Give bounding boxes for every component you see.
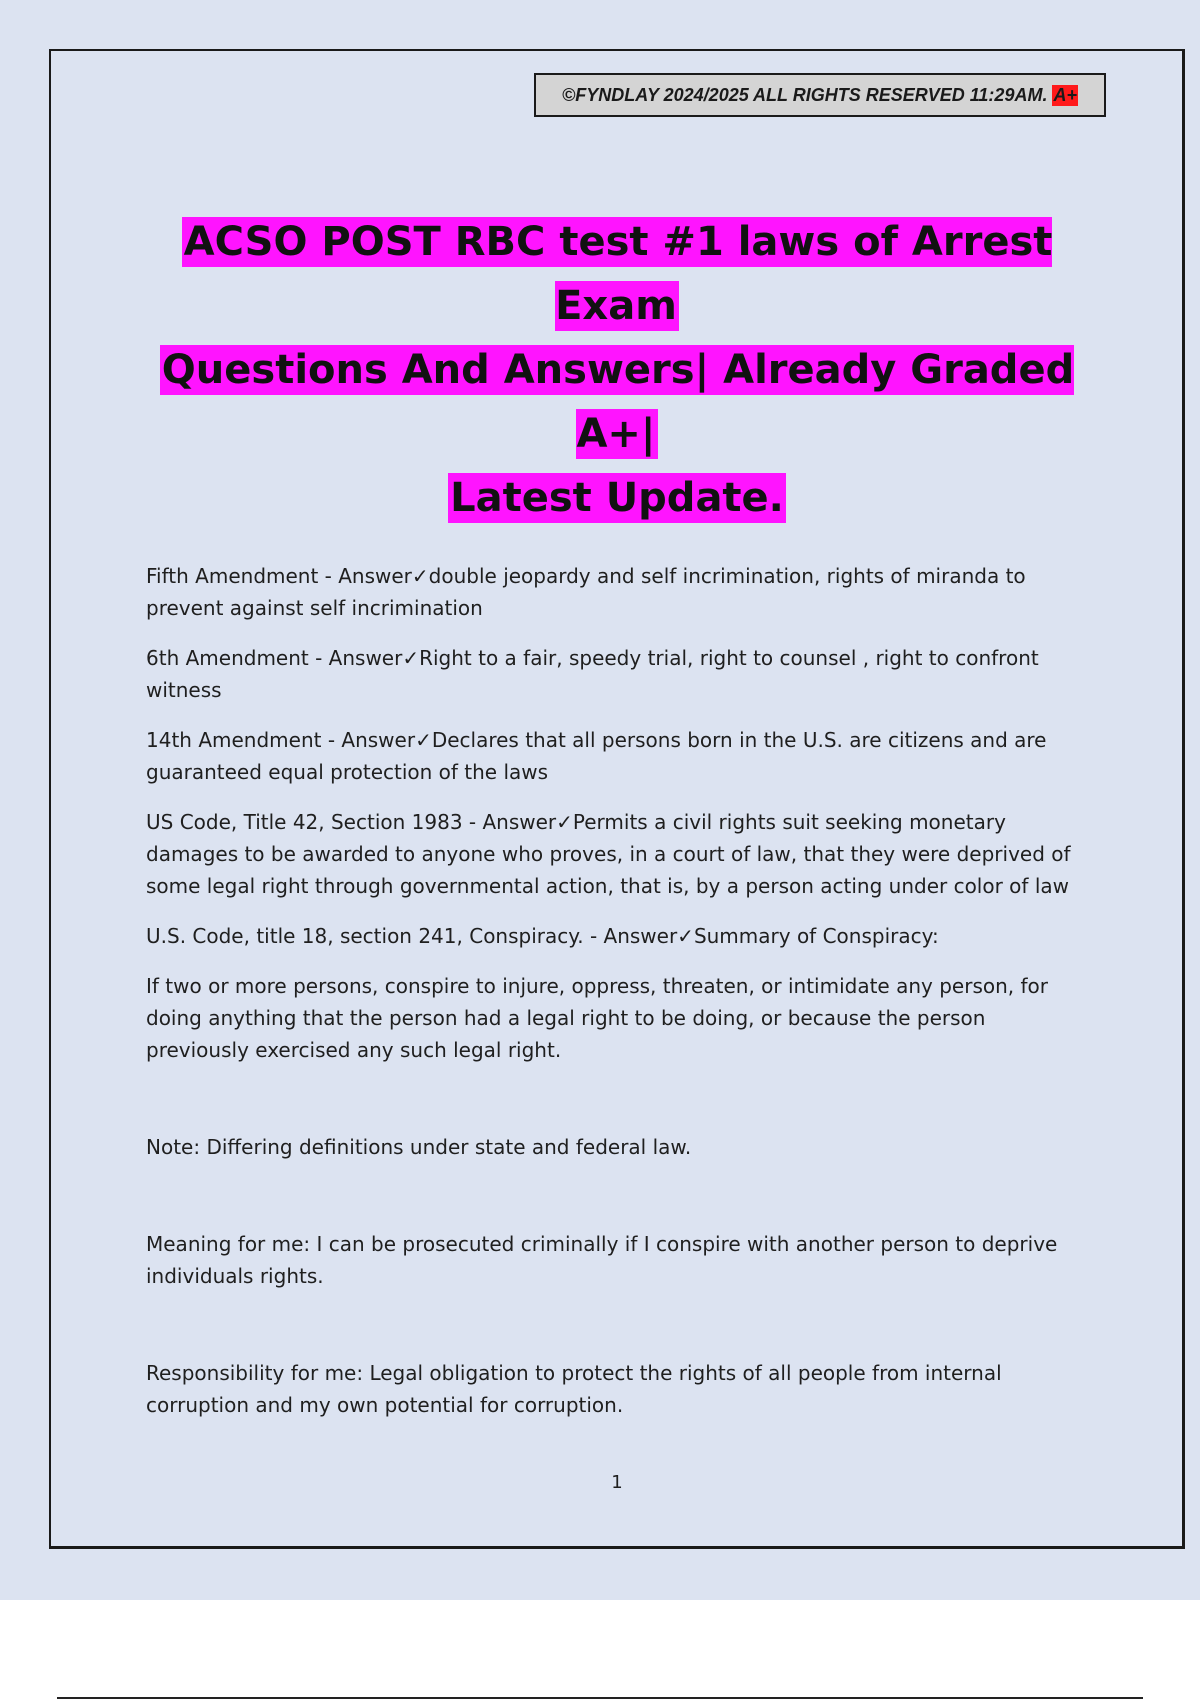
qa-sixth-amendment: 6th Amendment - Answer✓Right to a fair, speedy trial, right to counsel , right to confront witness: [146, 646, 1039, 702]
title-line-2: Questions And Answers| Already Graded A+|: [161, 347, 1075, 457]
qa-title-42-section-1983: US Code, Title 42, Section 1983 - Answer✓Permits a civil rights suit seeking monetary damages to be awarded to anyone who proves, in a court of law, that they were deprived of some legal right through governmental action, that is, by a person acting under color of law: [146, 810, 1071, 898]
note-paragraph: Note: Differing definitions under state and federal law.: [146, 1135, 692, 1159]
title-line-1: ACSO POST RBC test #1 laws of Arrest Exam: [183, 219, 1053, 329]
bottom-divider: [57, 1697, 1143, 1699]
grade-tag: A+: [1053, 84, 1077, 105]
responsibility-paragraph: Responsibility for me: Legal obligation to protect the rights of all people from internal corruption and my own potential for corruption.: [146, 1361, 1002, 1417]
document-title: [120, 210, 1114, 530]
copyright-banner: [534, 73, 1106, 117]
meaning-paragraph: Meaning for me: I can be prosecuted criminally if I conspire with another person to deprive individuals rights.: [146, 1232, 1058, 1288]
qa-title-18-section-241: U.S. Code, title 18, section 241, Conspiracy. - Answer✓Summary of Conspiracy:: [146, 924, 939, 948]
page-number: 1: [611, 1472, 623, 1493]
title-line-3: Latest Update.: [450, 475, 784, 521]
copyright-text: ©FYNDLAY 2024/2025 ALL RIGHTS RESERVED 11:29AM.: [562, 84, 1048, 105]
qa-fourteenth-amendment: 14th Amendment - Answer✓Declares that all persons born in the U.S. are citizens and are guaranteed equal protection of the laws: [146, 728, 1047, 784]
qa-fifth-amendment: Fifth Amendment - Answer✓double jeopardy and self incrimination, rights of miranda to prevent against self incrimination: [146, 564, 1026, 620]
conspiracy-summary: If two or more persons, conspire to injure, oppress, threaten, or intimidate any person, for doing anything that the person had a legal right to be doing, or because the person previously exercised any such legal right.: [146, 974, 1048, 1062]
document-body: [146, 560, 1091, 1439]
